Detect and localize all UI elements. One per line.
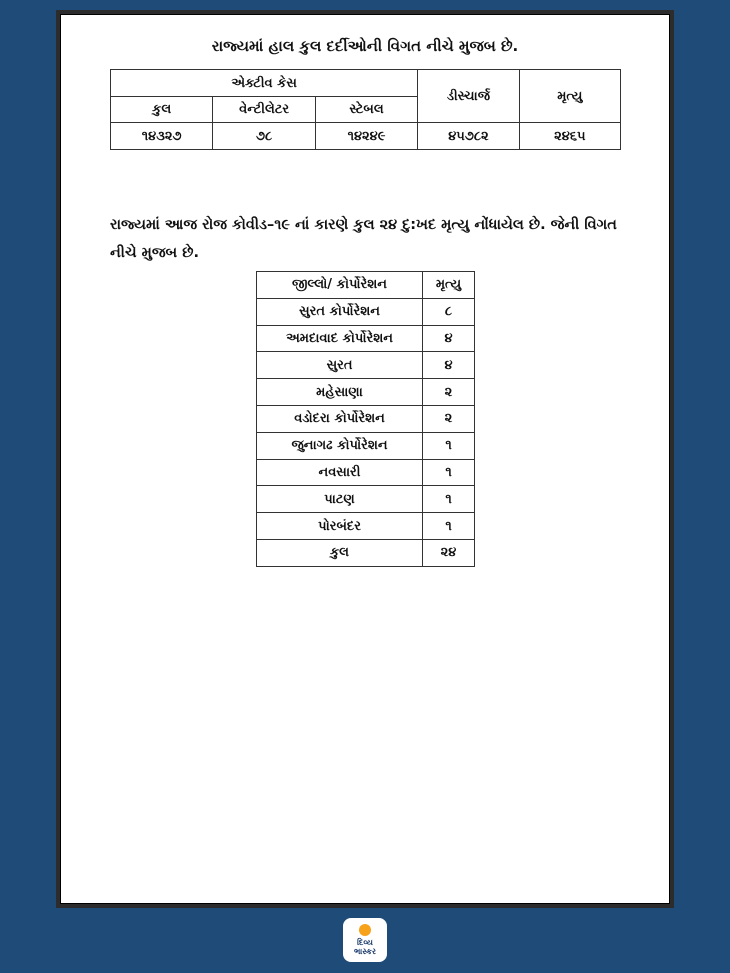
deaths-cell: ૮ [423, 298, 475, 325]
table-row [257, 298, 475, 325]
table-row [257, 405, 475, 432]
summary-table [110, 69, 621, 150]
deaths-cell: ૧ [423, 486, 475, 513]
total-label-cell: કુલ [257, 539, 423, 566]
deaths-cell: ૨ [423, 405, 475, 432]
district-header: જીલ્લો/ કોર્પોરેશન [257, 272, 423, 299]
deaths-cell: ૧ [423, 513, 475, 540]
district-cell: વડોદરા કોર્પોરેશન [257, 405, 423, 432]
table-row [257, 325, 475, 352]
deaths-cell: ૪ [423, 352, 475, 379]
table-row [257, 459, 475, 486]
table-row [257, 539, 475, 566]
deaths-cell: ૧ [423, 459, 475, 486]
ventilator-subheader: વેન્ટીલેટર [213, 97, 315, 123]
logo-line2: ભાસ્કર [353, 947, 377, 956]
sun-icon [359, 924, 371, 936]
discharge-header: ડીસ્ચાર્જ [418, 70, 519, 123]
district-cell: સુરત [257, 352, 423, 379]
active-cases-header: એક્ટીવ કેસ [111, 70, 418, 97]
logo-line1: દિવ્ય [357, 938, 373, 947]
district-cell: અમદાવાદ કોર્પોરેશન [257, 325, 423, 352]
stable-subheader: સ્ટેબલ [315, 97, 417, 123]
page-title: રાજ્યમાં હાલ કુલ દર્દીઓની વિગત નીચે મુજબ છે. [211, 37, 519, 55]
district-cell: જુનાગઢ કોર્પોરેશન [257, 432, 423, 459]
deaths-cell: ૧ [423, 432, 475, 459]
total-value: ૧૪૩૨૭ [111, 123, 213, 150]
deaths-table [256, 271, 475, 567]
table-row [257, 352, 475, 379]
stable-value: ૧૪૨૪૯ [315, 123, 417, 150]
table-row [257, 379, 475, 406]
divya-bhaskar-logo [343, 918, 387, 962]
total-subheader: કુલ [111, 97, 213, 123]
deaths-cell: ૪ [423, 325, 475, 352]
document-page [60, 14, 670, 904]
district-cell: નવસારી [257, 459, 423, 486]
district-cell: પાટણ [257, 486, 423, 513]
table-row [257, 513, 475, 540]
table-row [257, 486, 475, 513]
district-cell: પોરબંદર [257, 513, 423, 540]
deaths-cell: ૨ [423, 379, 475, 406]
ventilator-value: ૭૮ [213, 123, 315, 150]
table-row [257, 432, 475, 459]
deaths-paragraph: રાજ્યમાં આજ રોજ કોવીડ–૧૯ નાં કારણે કુલ ૨૪ દુ:ખદ મૃત્યુ નોંધાયેલ છે. જેની વિગત નીચે મુજબ છે. [110, 217, 617, 261]
deaths-header: મૃત્યુ [423, 272, 475, 299]
death-header: મૃત્યુ [519, 70, 620, 123]
total-deaths-cell: ૨૪ [423, 539, 475, 566]
death-value: ૨૪૬૫ [519, 123, 620, 150]
discharge-value: ૪૫૭૮૨ [418, 123, 519, 150]
district-cell: સુરત કોર્પોરેશન [257, 298, 423, 325]
district-cell: મહેસાણા [257, 379, 423, 406]
